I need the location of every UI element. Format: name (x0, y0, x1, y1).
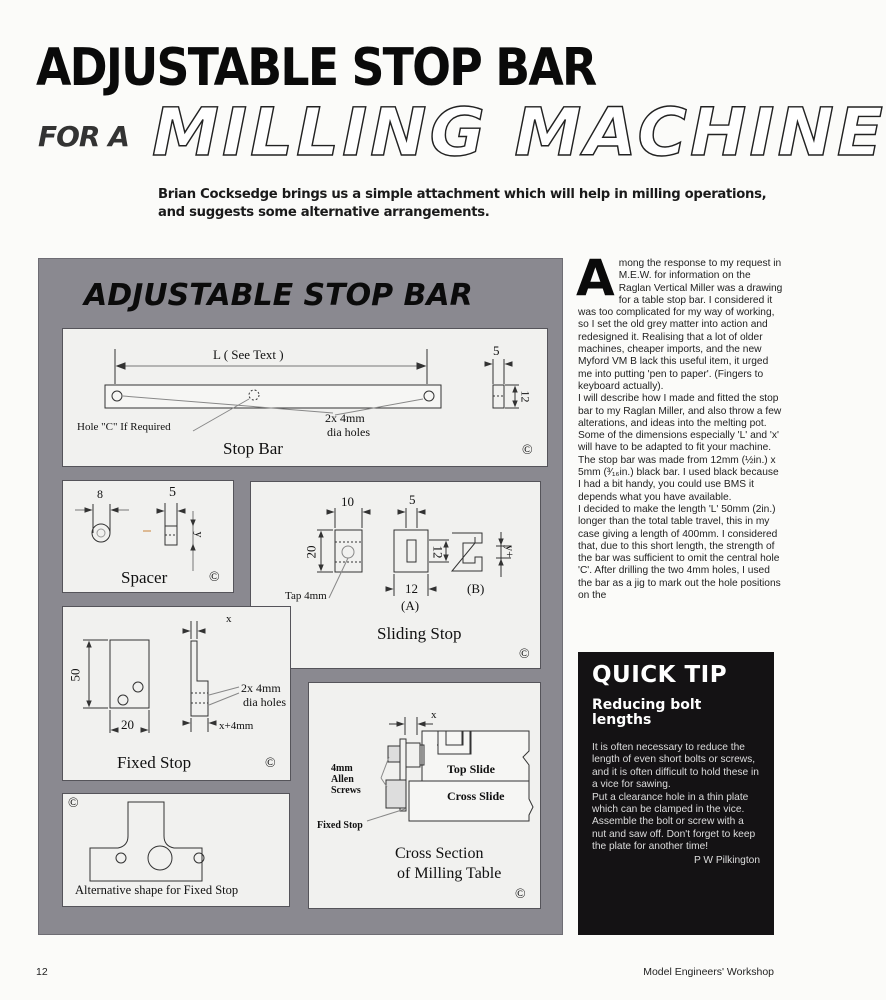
copyright-icon: © (522, 443, 533, 458)
height-dimension: 50 (67, 668, 83, 682)
publication-name: Model Engineers' Workshop (643, 966, 774, 978)
top-slide-label: Top Slide (447, 762, 495, 776)
gap-dimension: x (431, 709, 437, 721)
standfirst: Brian Cocksedge brings us a simple attachment which will help in milling operations, and suggests some alternative arrangements. (158, 187, 767, 220)
width-dimension: 20 (121, 717, 134, 732)
article-title: ADJUSTABLE STOP BAR (36, 38, 596, 98)
width-dimension: 5 (493, 343, 500, 358)
thickness-dimension: x (226, 613, 232, 625)
title-prefix: FOR A (38, 120, 129, 153)
gap-dimension: y+ (502, 545, 517, 558)
height-dimension: y (192, 531, 207, 538)
quick-tip-paragraph: It is often necessary to reduce the length of even short bolts or screws, and it is often difficult to hold these in a vice for sawing. (592, 742, 759, 791)
cross-section-caption-1: Cross Section (395, 845, 484, 862)
cross-slide-label: Cross Slide (447, 789, 505, 803)
height-dimension-a: 20 (303, 545, 319, 559)
quick-tip-subheading: Reducing bolt lengths (592, 697, 702, 728)
copyright-icon: © (68, 796, 79, 811)
stop-bar-diagram (63, 329, 549, 468)
holes-label-2: dia holes (243, 695, 286, 709)
dropcap: A (576, 249, 615, 307)
diameter-dimension: 8 (97, 487, 103, 501)
fixed-stop-caption: Fixed Stop (117, 753, 192, 772)
thickness-dimension: 5 (169, 485, 176, 500)
article-paragraph: I decided to make the length 'L' 50mm (2in.) longer than the total table travel, this in my case giving a length of 400mm. I considered that, due to this short length, the strength of the bar was sufficient to omit the central hole 'C'. After drilling the two 4mm holes, I used the bar as a jig to mark out the hole positions on the (578, 503, 781, 602)
length-dimension: L ( See Text ) (213, 347, 284, 362)
figure-heading: ADJUSTABLE STOP BAR (84, 278, 473, 313)
screws-label-1: 4mm (331, 763, 353, 774)
sliding-stop-drawing (250, 481, 541, 669)
base-dimension: x+4mm (219, 720, 254, 732)
fixed-stop-label: Fixed Stop (317, 820, 363, 831)
copyright-icon: © (209, 570, 220, 585)
label-a: (A) (401, 598, 420, 613)
label-b: (B) (467, 581, 485, 596)
article-paragraph: mong the response to my request in M.E.W. for information on the Raglan Vertical Miller was a drawing for a table stop bar. I considered it was too complicated for my way of working, so I set the old grey matter into action and redesigned it. Realising that a lot of older machines, cheaper imports, and the new Myford VM B lack this useful item, it urged me into putting 'pen to paper'. (Fingers to keyboard actually). (578, 258, 783, 392)
article-body (576, 249, 784, 602)
quick-tip-signature: P W Pilkington (693, 854, 760, 866)
stop-bar-caption: Stop Bar (223, 439, 283, 458)
cross-section-caption-2: of Milling Table (397, 865, 502, 882)
spacer-drawing (62, 480, 234, 593)
screws-label-2: Allen (331, 774, 354, 785)
cross-section-drawing (308, 682, 541, 909)
sliding-stop-caption: Sliding Stop (377, 624, 462, 643)
screws-label-3: Screws (331, 785, 361, 796)
hole-c-label: Hole "C" If Required (77, 421, 171, 433)
width-dimension-b: 12 (405, 581, 418, 596)
quick-tip-body (592, 742, 760, 854)
quick-tip-paragraph: Put a clearance hole in a thin plate which can be clamped in the vice. Assemble the bolt or screw with a nut and saw off. Don't forget to keep the plate for another time! (592, 791, 756, 853)
height-dimension-b: 12 (430, 545, 446, 559)
stop-bar-drawing (62, 328, 548, 467)
holes-label: 2x 4mm (241, 681, 281, 695)
width-dimension-a: 10 (341, 494, 354, 509)
tap-label: Tap 4mm (285, 590, 327, 602)
quick-tip-heading: QUICK TIP (592, 662, 728, 688)
page-number: 12 (36, 966, 48, 978)
fixed-stop-drawing (62, 606, 291, 781)
quick-tip-box (578, 652, 774, 935)
copyright-icon: © (515, 887, 526, 902)
article-title-outline: MILLING MACHINE (152, 94, 886, 171)
height-dimension: 12 (518, 390, 533, 403)
slot-dimension: 5 (409, 492, 416, 507)
article-paragraph: The stop bar was made from 12mm (½in.) x 5mm (³⁄₁₆in.) black bar. I used black because I had a bit handy, you could use BMS it depends what you have available. (578, 454, 779, 503)
holes-label: 2x 4mm (325, 411, 365, 425)
alternative-shape-drawing (62, 793, 290, 907)
copyright-icon: © (265, 756, 276, 771)
holes-label-2: dia holes (327, 425, 370, 439)
copyright-icon: © (519, 647, 530, 662)
alternative-caption: Alternative shape for Fixed Stop (75, 883, 239, 897)
article-paragraph: I will describe how I made and fitted the stop bar to my Raglan Miller, and also throw a few alterations, and ideas into the melting pot. Some of the dimensions especially 'L' and 'x' will have to be adapted to fit your machine. (578, 393, 782, 454)
spacer-caption: Spacer (121, 568, 168, 587)
